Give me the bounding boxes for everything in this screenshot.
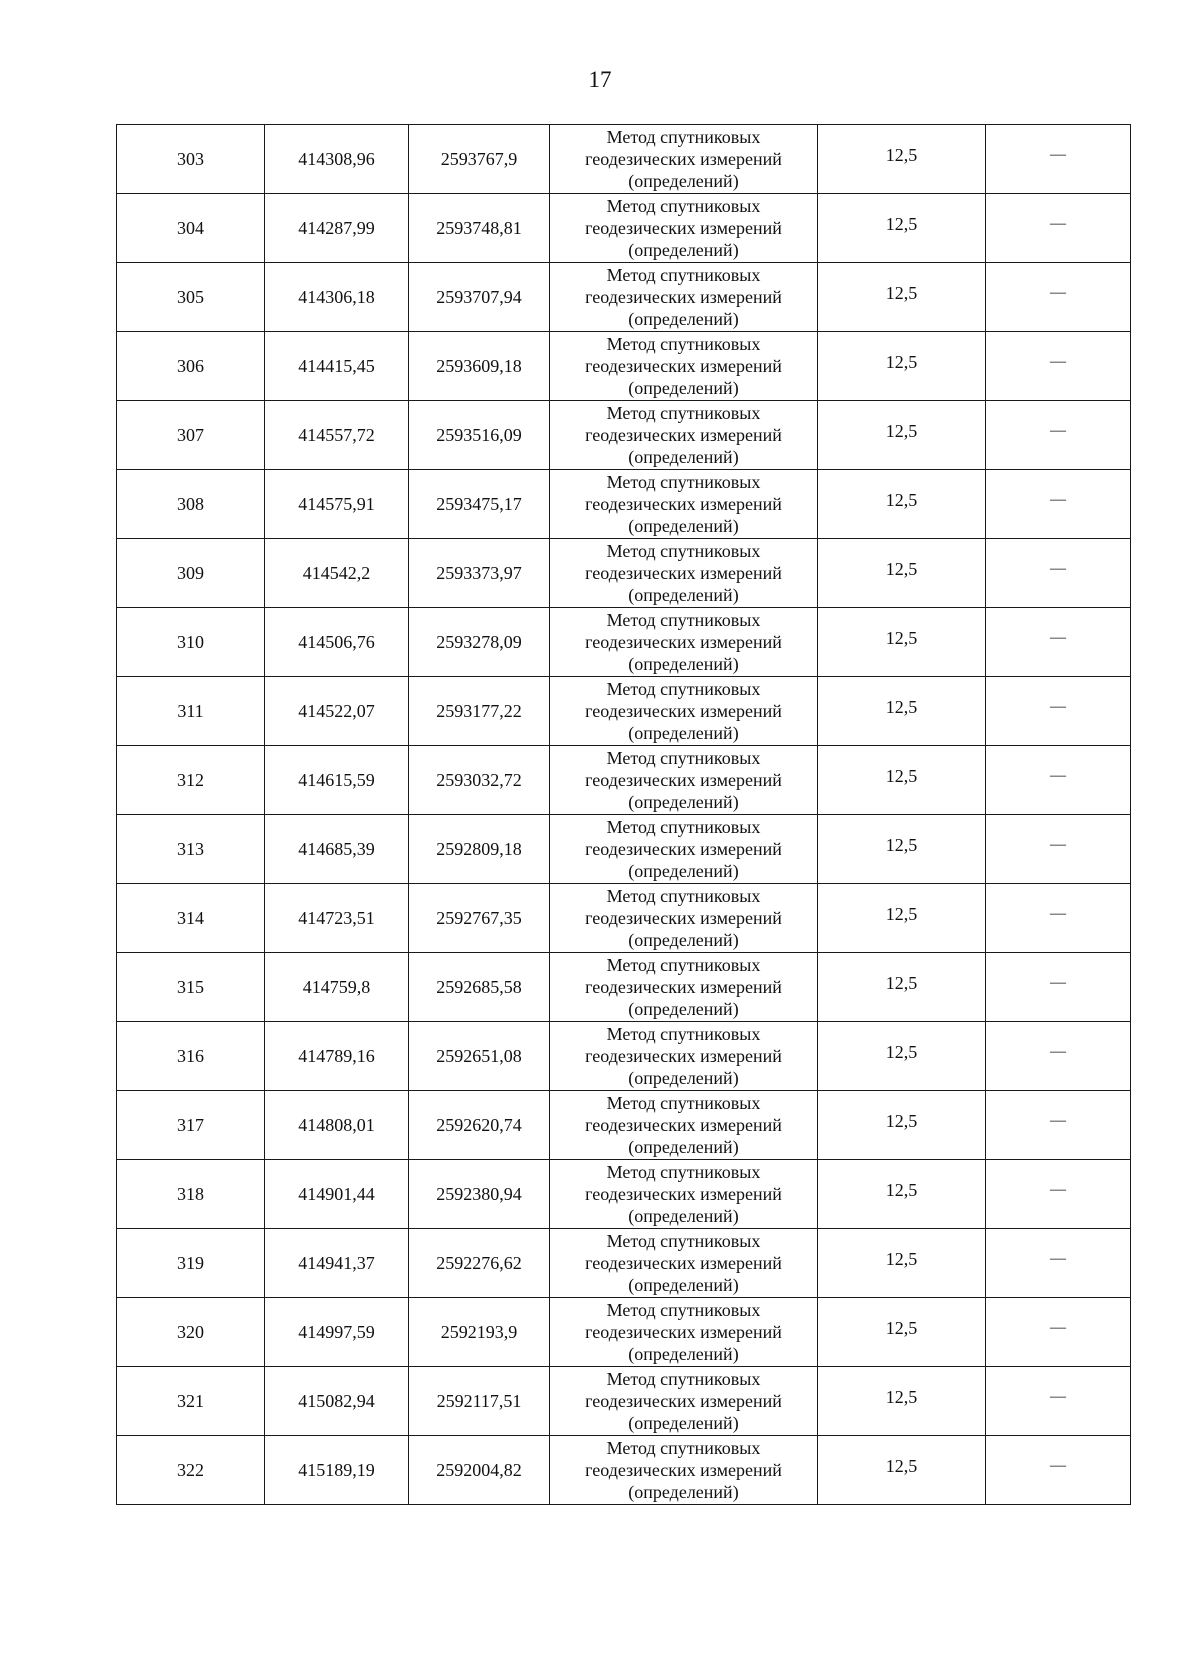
method-text-line: геодезических измерений: [585, 701, 782, 721]
coordinates-table: [116, 124, 1131, 1505]
method-text-line: геодезических измерений: [585, 632, 782, 652]
method-text-line: Метод спутниковых: [606, 1162, 761, 1182]
table-row: [117, 1160, 1131, 1229]
method-text-line: Метод спутниковых: [606, 541, 761, 561]
x-coordinate-cell: 414575,91: [265, 470, 409, 539]
method-text-line: (определений): [628, 1413, 739, 1433]
method-text-line: геодезических измерений: [585, 770, 782, 790]
method-text-line: (определений): [628, 1206, 739, 1226]
method-text-line: (определений): [628, 930, 739, 950]
method-cell: [550, 539, 818, 608]
dash-mark: —: [1050, 1180, 1066, 1198]
x-coordinate-cell: 414901,44: [265, 1160, 409, 1229]
method-text-line: (определений): [628, 585, 739, 605]
method-text-line: геодезических измерений: [585, 1184, 782, 1204]
x-coordinate-cell: 414941,37: [265, 1229, 409, 1298]
method-text-line: геодезических измерений: [585, 1391, 782, 1411]
method-text-line: Метод спутниковых: [606, 265, 761, 285]
y-coordinate-cell: 2593609,18: [409, 332, 550, 401]
accuracy-cell: 12,5: [818, 1160, 986, 1229]
dash-cell: [986, 1367, 1131, 1436]
method-text-line: Метод спутниковых: [606, 1093, 761, 1113]
method-text-line: (определений): [628, 447, 739, 467]
x-coordinate-cell: 414723,51: [265, 884, 409, 953]
table-row: [117, 125, 1131, 194]
dash-cell: [986, 539, 1131, 608]
x-coordinate-cell: 414306,18: [265, 263, 409, 332]
dash-mark: —: [1050, 214, 1066, 232]
point-number-cell: 312: [117, 746, 265, 815]
method-cell: [550, 1436, 818, 1505]
method-text-line: Метод спутниковых: [606, 1369, 761, 1389]
method-text-line: геодезических измерений: [585, 494, 782, 514]
method-text-line: Метод спутниковых: [606, 679, 761, 699]
point-number-cell: 303: [117, 125, 265, 194]
method-text-line: Метод спутниковых: [606, 610, 761, 630]
y-coordinate-cell: 2593516,09: [409, 401, 550, 470]
method-text-line: (определений): [628, 516, 739, 536]
method-text-line: геодезических измерений: [585, 425, 782, 445]
table-row: [117, 1298, 1131, 1367]
table-row: [117, 1367, 1131, 1436]
method-text-line: Метод спутниковых: [606, 1438, 761, 1458]
accuracy-cell: 12,5: [818, 401, 986, 470]
x-coordinate-cell: 414808,01: [265, 1091, 409, 1160]
method-text-line: (определений): [628, 378, 739, 398]
table-body: [117, 125, 1131, 1505]
y-coordinate-cell: 2593707,94: [409, 263, 550, 332]
method-text-line: Метод спутниковых: [606, 472, 761, 492]
accuracy-cell: 12,5: [818, 1022, 986, 1091]
method-text-line: Метод спутниковых: [606, 955, 761, 975]
method-text-line: Метод спутниковых: [606, 1300, 761, 1320]
dash-mark: —: [1050, 145, 1066, 163]
dash-cell: [986, 332, 1131, 401]
accuracy-cell: 12,5: [818, 1091, 986, 1160]
method-text-line: геодезических измерений: [585, 908, 782, 928]
method-cell: [550, 746, 818, 815]
method-text-line: Метод спутниковых: [606, 403, 761, 423]
method-text-line: Метод спутниковых: [606, 1024, 761, 1044]
method-cell: [550, 815, 818, 884]
dash-cell: [986, 401, 1131, 470]
method-text-line: (определений): [628, 1482, 739, 1502]
y-coordinate-cell: 2593475,17: [409, 470, 550, 539]
accuracy-cell: 12,5: [818, 608, 986, 677]
accuracy-cell: 12,5: [818, 263, 986, 332]
dash-cell: [986, 194, 1131, 263]
accuracy-cell: 12,5: [818, 1298, 986, 1367]
table-row: [117, 263, 1131, 332]
accuracy-cell: 12,5: [818, 1229, 986, 1298]
method-text-line: Метод спутниковых: [606, 334, 761, 354]
dash-cell: [986, 815, 1131, 884]
dash-cell: [986, 746, 1131, 815]
y-coordinate-cell: 2592809,18: [409, 815, 550, 884]
point-number-cell: 322: [117, 1436, 265, 1505]
dash-mark: —: [1050, 421, 1066, 439]
dash-cell: [986, 125, 1131, 194]
dash-cell: [986, 608, 1131, 677]
y-coordinate-cell: 2592193,9: [409, 1298, 550, 1367]
table-row: [117, 194, 1131, 263]
method-cell: [550, 263, 818, 332]
method-text-line: (определений): [628, 792, 739, 812]
table-row: [117, 1091, 1131, 1160]
point-number-cell: 313: [117, 815, 265, 884]
table-row: [117, 470, 1131, 539]
method-text-line: Метод спутниковых: [606, 886, 761, 906]
table-row: [117, 953, 1131, 1022]
y-coordinate-cell: 2592276,62: [409, 1229, 550, 1298]
method-cell: [550, 1160, 818, 1229]
dash-mark: —: [1050, 352, 1066, 370]
accuracy-cell: 12,5: [818, 677, 986, 746]
dash-mark: —: [1050, 973, 1066, 991]
method-text-line: (определений): [628, 171, 739, 191]
dash-mark: —: [1050, 559, 1066, 577]
dash-cell: [986, 1229, 1131, 1298]
dash-mark: —: [1050, 1111, 1066, 1129]
table-row: [117, 1229, 1131, 1298]
x-coordinate-cell: 414542,2: [265, 539, 409, 608]
method-text-line: (определений): [628, 723, 739, 743]
method-text-line: (определений): [628, 861, 739, 881]
x-coordinate-cell: 414615,59: [265, 746, 409, 815]
x-coordinate-cell: 414789,16: [265, 1022, 409, 1091]
point-number-cell: 317: [117, 1091, 265, 1160]
method-text-line: (определений): [628, 999, 739, 1019]
accuracy-cell: 12,5: [818, 953, 986, 1022]
accuracy-cell: 12,5: [818, 332, 986, 401]
dash-cell: [986, 677, 1131, 746]
table-row: [117, 884, 1131, 953]
dash-mark: —: [1050, 766, 1066, 784]
method-cell: [550, 677, 818, 746]
method-text-line: Метод спутниковых: [606, 196, 761, 216]
method-text-line: геодезических измерений: [585, 977, 782, 997]
method-cell: [550, 125, 818, 194]
point-number-cell: 306: [117, 332, 265, 401]
method-text-line: (определений): [628, 1068, 739, 1088]
method-text-line: геодезических измерений: [585, 563, 782, 583]
dash-mark: —: [1050, 1387, 1066, 1405]
x-coordinate-cell: 414506,76: [265, 608, 409, 677]
accuracy-cell: 12,5: [818, 746, 986, 815]
method-text-line: (определений): [628, 309, 739, 329]
point-number-cell: 304: [117, 194, 265, 263]
method-text-line: Метод спутниковых: [606, 1231, 761, 1251]
method-cell: [550, 953, 818, 1022]
method-text-line: геодезических измерений: [585, 356, 782, 376]
point-number-cell: 315: [117, 953, 265, 1022]
method-text-line: (определений): [628, 1344, 739, 1364]
dash-cell: [986, 1091, 1131, 1160]
dash-mark: —: [1050, 1456, 1066, 1474]
page-number: 17: [588, 67, 612, 92]
point-number-cell: 305: [117, 263, 265, 332]
dash-cell: [986, 1160, 1131, 1229]
x-coordinate-cell: 415082,94: [265, 1367, 409, 1436]
table-row: [117, 332, 1131, 401]
point-number-cell: 318: [117, 1160, 265, 1229]
y-coordinate-cell: 2592767,35: [409, 884, 550, 953]
y-coordinate-cell: 2593767,9: [409, 125, 550, 194]
x-coordinate-cell: 414415,45: [265, 332, 409, 401]
method-text-line: (определений): [628, 1137, 739, 1157]
method-cell: [550, 608, 818, 677]
dash-cell: [986, 884, 1131, 953]
x-coordinate-cell: 414557,72: [265, 401, 409, 470]
accuracy-cell: 12,5: [818, 125, 986, 194]
method-cell: [550, 194, 818, 263]
dash-mark: —: [1050, 835, 1066, 853]
x-coordinate-cell: 414522,07: [265, 677, 409, 746]
dash-cell: [986, 1022, 1131, 1091]
y-coordinate-cell: 2592620,74: [409, 1091, 550, 1160]
y-coordinate-cell: 2592685,58: [409, 953, 550, 1022]
method-text-line: геодезических измерений: [585, 287, 782, 307]
accuracy-cell: 12,5: [818, 815, 986, 884]
accuracy-cell: 12,5: [818, 194, 986, 263]
table-row: [117, 1022, 1131, 1091]
point-number-cell: 311: [117, 677, 265, 746]
y-coordinate-cell: 2593177,22: [409, 677, 550, 746]
x-coordinate-cell: 414997,59: [265, 1298, 409, 1367]
table-row: [117, 815, 1131, 884]
y-coordinate-cell: 2592004,82: [409, 1436, 550, 1505]
method-text-line: геодезических измерений: [585, 1253, 782, 1273]
dash-mark: —: [1050, 1042, 1066, 1060]
dash-cell: [986, 470, 1131, 539]
dash-mark: —: [1050, 283, 1066, 301]
point-number-cell: 310: [117, 608, 265, 677]
dash-cell: [986, 263, 1131, 332]
method-cell: [550, 1091, 818, 1160]
method-text-line: геодезических измерений: [585, 218, 782, 238]
point-number-cell: 320: [117, 1298, 265, 1367]
dash-cell: [986, 953, 1131, 1022]
method-cell: [550, 1229, 818, 1298]
table-row: [117, 677, 1131, 746]
method-text-line: (определений): [628, 654, 739, 674]
dash-cell: [986, 1298, 1131, 1367]
point-number-cell: 308: [117, 470, 265, 539]
y-coordinate-cell: 2592380,94: [409, 1160, 550, 1229]
dash-mark: —: [1050, 490, 1066, 508]
point-number-cell: 319: [117, 1229, 265, 1298]
method-cell: [550, 884, 818, 953]
method-text-line: Метод спутниковых: [606, 817, 761, 837]
x-coordinate-cell: 414685,39: [265, 815, 409, 884]
y-coordinate-cell: 2593278,09: [409, 608, 550, 677]
dash-mark: —: [1050, 697, 1066, 715]
dash-cell: [986, 1436, 1131, 1505]
method-cell: [550, 401, 818, 470]
method-text-line: (определений): [628, 1275, 739, 1295]
y-coordinate-cell: 2593032,72: [409, 746, 550, 815]
method-text-line: Метод спутниковых: [606, 127, 761, 147]
point-number-cell: 316: [117, 1022, 265, 1091]
x-coordinate-cell: 415189,19: [265, 1436, 409, 1505]
method-text-line: геодезических измерений: [585, 1115, 782, 1135]
method-text-line: Метод спутниковых: [606, 748, 761, 768]
method-text-line: (определений): [628, 240, 739, 260]
accuracy-cell: 12,5: [818, 1436, 986, 1505]
method-cell: [550, 1022, 818, 1091]
accuracy-cell: 12,5: [818, 539, 986, 608]
dash-mark: —: [1050, 628, 1066, 646]
dash-mark: —: [1050, 1318, 1066, 1336]
table-row: [117, 539, 1131, 608]
y-coordinate-cell: 2592651,08: [409, 1022, 550, 1091]
x-coordinate-cell: 414287,99: [265, 194, 409, 263]
point-number-cell: 309: [117, 539, 265, 608]
accuracy-cell: 12,5: [818, 470, 986, 539]
method-text-line: геодезических измерений: [585, 839, 782, 859]
method-cell: [550, 1298, 818, 1367]
table-row: [117, 401, 1131, 470]
method-cell: [550, 1367, 818, 1436]
dash-mark: —: [1050, 1249, 1066, 1267]
point-number-cell: 307: [117, 401, 265, 470]
method-cell: [550, 332, 818, 401]
method-text-line: геодезических измерений: [585, 1046, 782, 1066]
table-row: [117, 1436, 1131, 1505]
y-coordinate-cell: 2593373,97: [409, 539, 550, 608]
point-number-cell: 314: [117, 884, 265, 953]
table-row: [117, 746, 1131, 815]
method-text-line: геодезических измерений: [585, 1460, 782, 1480]
dash-mark: —: [1050, 904, 1066, 922]
y-coordinate-cell: 2593748,81: [409, 194, 550, 263]
accuracy-cell: 12,5: [818, 884, 986, 953]
method-cell: [550, 470, 818, 539]
table-row: [117, 608, 1131, 677]
y-coordinate-cell: 2592117,51: [409, 1367, 550, 1436]
x-coordinate-cell: 414759,8: [265, 953, 409, 1022]
method-text-line: геодезических измерений: [585, 149, 782, 169]
point-number-cell: 321: [117, 1367, 265, 1436]
accuracy-cell: 12,5: [818, 1367, 986, 1436]
x-coordinate-cell: 414308,96: [265, 125, 409, 194]
method-text-line: геодезических измерений: [585, 1322, 782, 1342]
